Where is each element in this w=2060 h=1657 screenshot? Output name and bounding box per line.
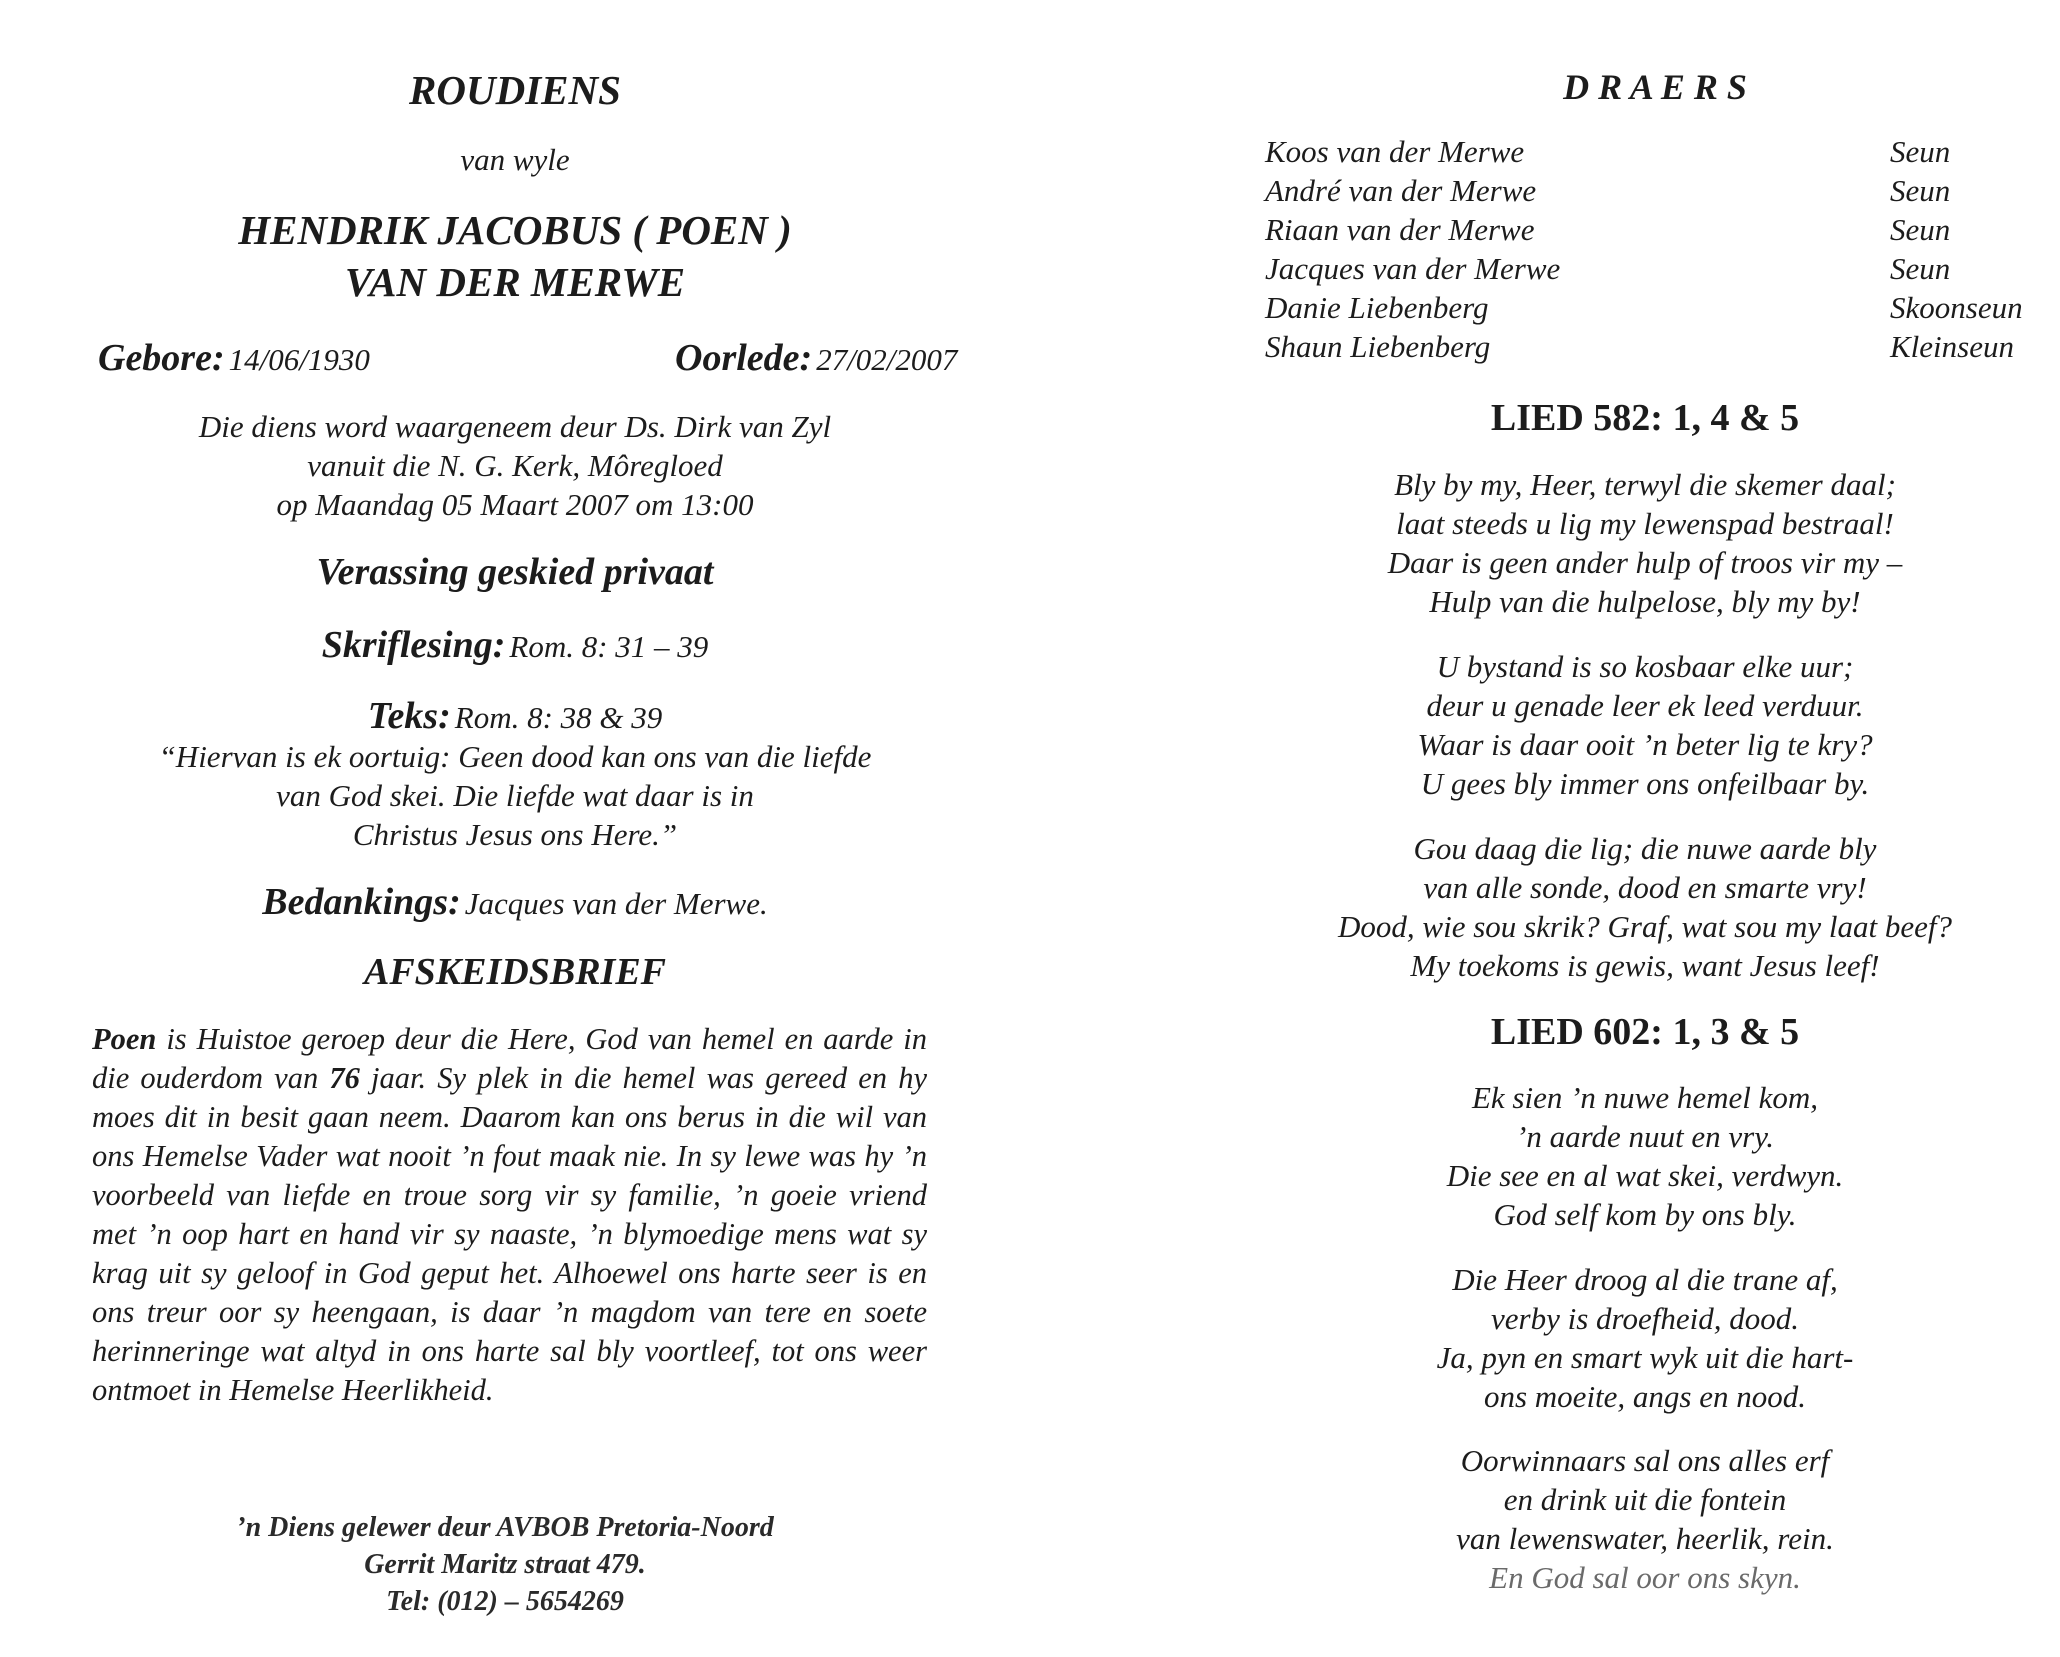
hymn2-stanza-2 [1130,1260,2060,1416]
bearer-row [1265,134,2025,173]
bearer-name: Koos van der Merwe [1265,134,1525,169]
thanks-label: Bedankings: [262,881,461,923]
service-line-3: op Maandag 05 Maart 2007 om 13:00 [276,487,754,522]
hymn1-stanza-3 [1130,829,2060,985]
verse-line: Dood, wie sou skrik? Graf, wat sou my laat beef? [1338,909,1952,944]
bearer-role: Kleinseun [1890,329,2014,364]
farewell-title: AFSKEIDSBRIEF [363,951,667,993]
verse-line: En God sal oor ons skyn. [1489,1560,1801,1595]
thanks-value: Jacques van der Merwe. [464,886,768,921]
bearers-title: D R A E R S [1563,67,1747,107]
bearer-row [1265,212,2025,251]
died-date: 27/02/2007 [816,342,958,377]
verse-line: U bystand is so kosbaar elke uur; [1436,649,1854,684]
bearer-row [1265,290,2025,329]
service-line-2: vanuit die N. G. Kerk, Môregloed [307,448,723,483]
bearer-role: Seun [1890,134,1951,169]
died-label: Oorlede: [675,337,813,379]
thanks-field [0,880,1030,924]
verse-line: Hulp van die hulpelose, bly my by! [1429,584,1861,619]
hymn1-stanza-2 [1130,647,2060,803]
cremation-notice: Verassing geskied privaat [316,551,714,593]
right-page [1030,0,2060,1657]
verse-line: Ek sien ’n nuwe hemel kom, [1471,1080,1819,1115]
bearer-row [1265,173,2025,212]
bearer-role: Seun [1890,173,1951,208]
farewell-part1: is Huistoe geroep deur die Here, God van hemel en aarde in die ouderdom van [92,1022,927,1095]
verse-line: Oorwinnaars sal ons alles erf [1460,1443,1830,1478]
deceased-name-line2: VAN DER MERWE [344,259,686,305]
farewell-age: 76 [329,1061,360,1095]
verse-line: Bly by my, Heer, terwyl die skemer daal; [1394,467,1896,502]
bearer-name: Shaun Liebenberg [1265,329,1491,364]
died-field [675,336,957,380]
bearer-row [1265,329,2025,368]
born-field [98,336,370,380]
verse-line: ons moeite, angs en nood. [1483,1379,1807,1414]
verse-line: laat steeds u lig my lewenspad bestraal! [1396,506,1894,541]
bearer-name: Jacques van der Merwe [1265,251,1561,286]
verse-line: Die Heer droog al die trane af, [1452,1262,1838,1297]
footer-line-3: Tel: (012) – 5654269 [386,1586,624,1617]
hymn2-stanza-1 [1130,1078,2060,1234]
farewell-name: Poen [92,1022,157,1056]
verse-line: Waar is daar ooit ’n beter lig te kry? [1417,727,1873,762]
bearer-name: Riaan van der Merwe [1265,212,1535,247]
subtitle: van wyle [460,142,570,177]
hymn1-title: LIED 582: 1, 4 & 5 [1490,397,1800,439]
hymn1-stanza-1 [1130,465,2060,621]
quote-line-2: van God skei. Die liefde wat daar is in [276,778,754,813]
quote-line-3: Christus Jesus ons Here.” [352,817,678,852]
verse-line: Ja, pyn en smart wyk uit die hart- [1436,1340,1854,1375]
service-line-1: Die diens word waargeneem deur Ds. Dirk van Zyl [198,409,832,444]
hymn2-title: LIED 602: 1, 3 & 5 [1490,1011,1800,1053]
farewell-letter [92,1020,927,1410]
bearer-name: Danie Liebenberg [1265,290,1489,325]
reading-value: Rom. 8: 31 – 39 [509,629,709,664]
deceased-name-line1: HENDRIK JACOBUS ( POEN ) [238,207,792,253]
verse-line: ’n aarde nuut en vry. [1516,1119,1774,1154]
verse-line: My toekoms is gewis, want Jesus leef! [1410,948,1880,983]
bearer-role: Skoonseun [1890,290,2023,325]
verse-line: en drink uit die fontein [1503,1482,1787,1517]
bearer-role: Seun [1890,212,1951,247]
verse-line: verby is droefheid, dood. [1491,1301,1799,1336]
text-field [0,694,1030,738]
footer-line-2: Gerrit Maritz straat 479. [364,1549,646,1580]
reading-field [0,623,1030,667]
verse-line: U gees bly immer ons onfeilbaar by. [1420,766,1870,801]
bearer-name: André van der Merwe [1265,173,1537,208]
verse-line: van lewenswater, heerlik, rein. [1456,1521,1834,1556]
bearer-row [1265,251,2025,290]
verse-line: Die see en al wat skei, verdwyn. [1446,1158,1844,1193]
born-label: Gebore: [98,337,225,379]
footer-line-1: ’n Diens gelewer deur AVBOB Pretoria-Noord [236,1512,774,1543]
reading-label: Skriflesing: [321,624,506,666]
verse-line: deur u genade leer ek leed verduur. [1426,688,1864,723]
text-label: Teks: [367,695,451,737]
verse-line: God self kom by ons bly. [1493,1197,1797,1232]
verse-line: Daar is geen ander hulp of troos vir my – [1387,545,1903,580]
bearer-role: Seun [1890,251,1951,286]
verse-line: Gou daag die lig; die nuwe aarde bly [1413,831,1877,866]
quote-line-1: “Hiervan is ek oortuig: Geen dood kan ons van die liefde [158,739,872,774]
born-date: 14/06/1930 [228,342,370,377]
text-value: Rom. 8: 38 & 39 [454,700,663,735]
hymn2-stanza-3 [1130,1441,2060,1597]
service-title: ROUDIENS [409,67,621,113]
farewell-part2: jaar. Sy plek in die hemel was gereed en hy moes dit in besit gaan neem. Daarom kan ons berus in die wil van ons Hemelse Vader wat nooit ’n fout maak nie. In sy lewe was hy ’n voorbeeld van liefde en troue sorg vir sy familie, ’n goeie vriend met ’n oop hart en hand vir sy naaste, ’n blymoedige mens wat sy krag uit sy geloof in God geput het. Alhoewel ons harte seer is en ons treur oor sy heengaan, is daar ’n magdom van tere en soete herinneringe wat altyd in ons harte sal bly voortleef, tot ons weer ontmoet in Hemelse Heerlikheid. [92,1061,927,1407]
verse-line: van alle sonde, dood en smarte vry! [1423,870,1867,905]
